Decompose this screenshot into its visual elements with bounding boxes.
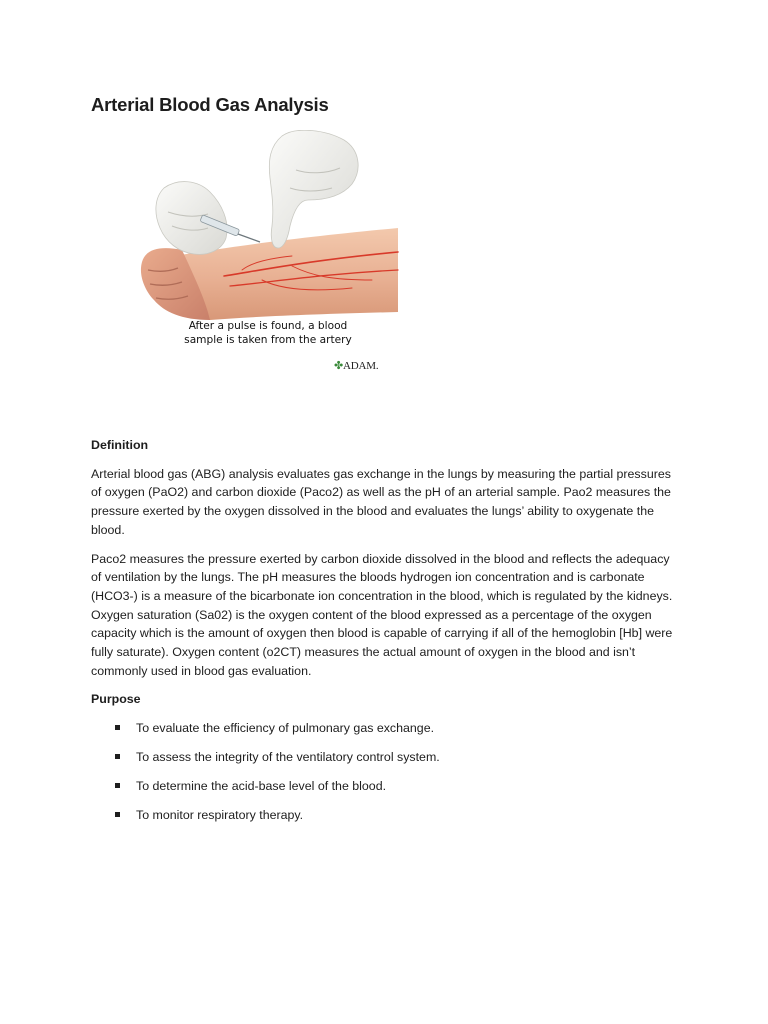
adam-logo: [334, 359, 378, 372]
right-glove-shape: [269, 130, 358, 248]
purpose-item-text: To monitor respiratory therapy.: [136, 808, 304, 823]
square-bullet-icon: [115, 812, 120, 817]
logo-text: ADAM.: [343, 360, 379, 372]
figure-caption: [178, 319, 358, 347]
purpose-list-item: [91, 719, 677, 738]
arterial-puncture-illustration: [112, 130, 402, 380]
definition-heading: Definition: [91, 438, 149, 452]
definition-paragraph-2: Paco2 measures the pressure exerted by carbon dioxide dissolved in the blood and reflects the adequacy of ventilation by the lungs. The pH measures the bloods hydrogen ion concentration and is carbonate (HCO3-) is a measure of the bicarbonate ion concentration in the blood, which is regulated by the kidneys. Oxygen saturation (Sa02) is the oxygen content of the blood expressed as a percentage of the oxygen capacity which is the amount of oxygen then blood is capable of carrying if all of the hemoglobin [Hb] were fully saturate). Oxygen content (o2CT) measures the actual amount of oxygen in the blood and isn’t commonly used in blood gas evaluation.: [91, 551, 673, 678]
page-title: Arterial Blood Gas Analysis: [91, 94, 329, 115]
definition-paragraph-1: Arterial blood gas (ABG) analysis evaluates gas exchange in the lungs by measuring the partial pressures of oxygen (PaO2) and carbon dioxide (Paco2) as well as the pH of an arterial sample. Pao2 measures the pressure exerted by the oxygen dissolved in the blood and evaluates the lungs’ ability to oxygenate the blood.: [91, 466, 671, 537]
square-bullet-icon: [115, 754, 120, 759]
caption-line-1: After a pulse is found, a blood: [188, 320, 348, 332]
document-body: [91, 436, 677, 835]
purpose-item-text: To determine the acid-base level of the blood.: [136, 779, 387, 794]
square-bullet-icon: [115, 725, 120, 730]
purpose-list-item: [91, 748, 677, 767]
caption-line-2: sample is taken from the artery: [184, 334, 352, 346]
square-bullet-icon: [115, 783, 120, 788]
purpose-item-text: To evaluate the efficiency of pulmonary gas exchange.: [136, 721, 435, 736]
leaf-icon: ✤: [334, 360, 344, 372]
purpose-item-text: To assess the integrity of the ventilatory control system.: [136, 750, 440, 765]
purpose-list-item: [91, 806, 677, 825]
purpose-list: [91, 719, 677, 825]
purpose-list-item: [91, 777, 677, 796]
left-glove-shape: [156, 182, 227, 255]
purpose-heading: Purpose: [91, 692, 141, 707]
